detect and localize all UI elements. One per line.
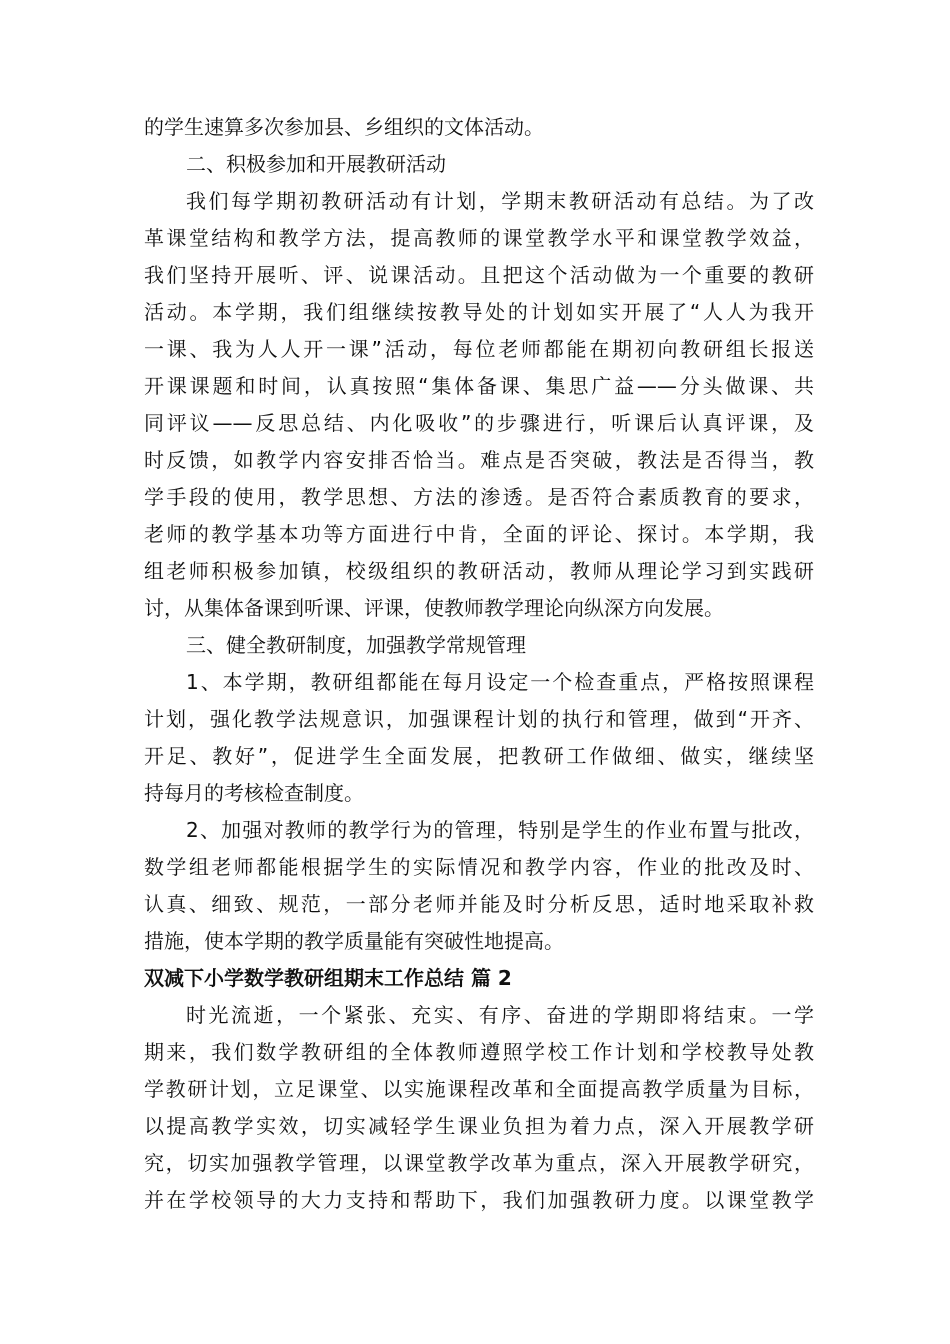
article-title: 双减下小学数学教研组期末工作总结 篇 2 xyxy=(144,966,512,990)
text-line: 组老师积极参加镇，校级组织的教研活动，教师从理论学习到实践研 xyxy=(144,559,814,583)
document-body xyxy=(144,109,814,1219)
text-line: 活动。本学期，我们组继续按教导处的计划如实开展了“人人为我开 xyxy=(144,300,814,324)
text-line: 革课堂结构和教学方法，提高教师的课堂教学水平和课堂教学效益， xyxy=(144,226,814,250)
text-line: 同评议——反思总结、内化吸收”的步骤进行，听课后认真评课，及 xyxy=(144,411,814,435)
text-line: 时反馈，如教学内容安排否恰当。难点是否突破，教法是否得当，教 xyxy=(144,448,814,472)
text-line: 开课课题和时间，认真按照“集体备课、集思广益——分头做课、共 xyxy=(144,374,814,398)
text-line: 讨，从集体备课到听课、评课，使教师教学理论向纵深方向发展。 xyxy=(144,596,724,620)
text-line: 数学组老师都能根据学生的实际情况和教学内容，作业的批改及时、 xyxy=(144,855,814,879)
text-line: 2、加强对教师的教学行为的管理，特别是学生的作业布置与批改， xyxy=(186,818,814,842)
text-line: 期来，我们数学教研组的全体教师遵照学校工作计划和学校教导处教 xyxy=(144,1040,814,1064)
text-line: 开足、教好”，促进学生全面发展，把教研工作做细、做实，继续坚 xyxy=(144,744,814,768)
text-line: 究，切实加强教学管理，以课堂教学改革为重点，深入开展教学研究， xyxy=(144,1151,814,1175)
text-line: 认真、细致、规范，一部分老师并能及时分析反思，适时地采取补救 xyxy=(144,892,814,916)
text-line: 1、本学期，教研组都能在每月设定一个检查重点，严格按照课程 xyxy=(186,670,814,694)
text-line: 持每月的考核检查制度。 xyxy=(144,781,364,805)
text-line: 老师的教学基本功等方面进行中肯，全面的评论、探讨。本学期，我 xyxy=(144,522,814,546)
text-line: 的学生速算多次参加县、乡组织的文体活动。 xyxy=(144,115,544,139)
text-line: 学手段的使用，教学思想、方法的渗透。是否符合素质教育的要求， xyxy=(144,485,814,509)
text-line: 我们每学期初教研活动有计划，学期末教研活动有总结。为了改 xyxy=(186,189,814,213)
text-line: 措施，使本学期的教学质量能有突破性地提高。 xyxy=(144,929,564,953)
text-line: 并在学校领导的大力支持和帮助下，我们加强教研力度。以课堂教学 xyxy=(144,1188,814,1212)
text-line: 一课、我为人人开一课”活动，每位老师都能在期初向教研组长报送 xyxy=(144,337,814,361)
text-line: 计划，强化教学法规意识，加强课程计划的执行和管理，做到“开齐、 xyxy=(144,707,814,731)
text-line: 我们坚持开展听、评、说课活动。且把这个活动做为一个重要的教研 xyxy=(144,263,814,287)
text-line: 时光流逝，一个紧张、充实、有序、奋进的学期即将结束。一学 xyxy=(186,1003,814,1027)
text-line: 学教研计划，立足课堂、以实施课程改革和全面提高教学质量为目标， xyxy=(144,1077,814,1101)
section-heading: 二、积极参加和开展教研活动 xyxy=(186,152,446,176)
text-line: 以提高教学实效，切实减轻学生课业负担为着力点，深入开展教学研 xyxy=(144,1114,814,1138)
section-heading: 三、健全教研制度，加强教学常规管理 xyxy=(186,633,526,657)
